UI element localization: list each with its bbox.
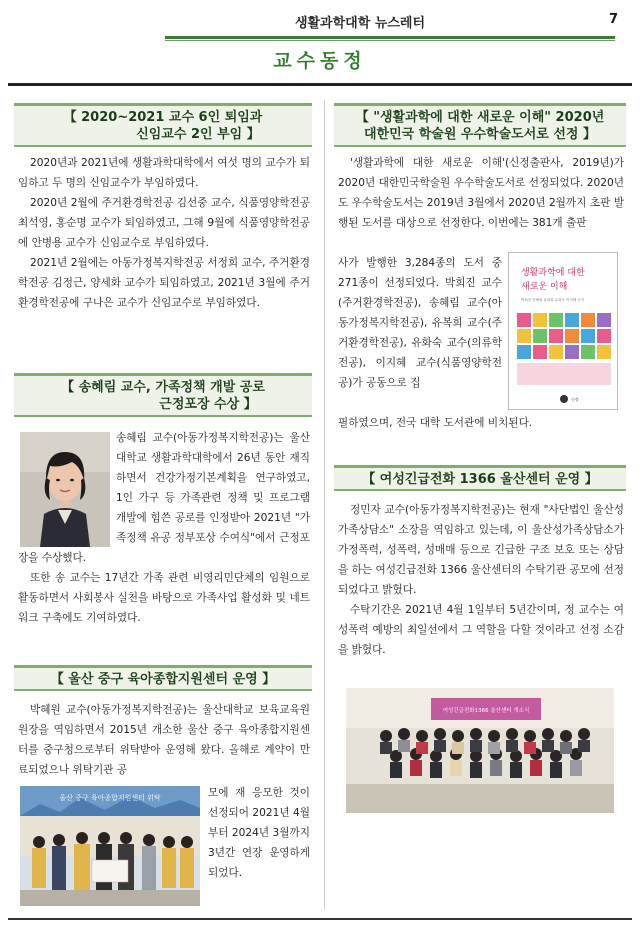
newsletter-title: 생활과학대학 뉴스레터	[294, 16, 426, 31]
award-heading	[14, 373, 312, 417]
retirement-body	[18, 153, 310, 313]
retirement-heading-line2: 신임교수 2인 부임 】	[136, 127, 260, 142]
book-heading-line1: 【 "생활과학에 대한 새로운 이해" 2020년	[355, 110, 605, 125]
retirement-heading	[14, 103, 312, 147]
book-heading-line2: 대한민국 학술원 우수학술도서로 선정 】	[363, 127, 597, 142]
retirement-paragraph-2: 2020년 2월에 주거환경학전공 김선중 교수, 식품영양학전공 최석영, 홍순명 교수가 퇴임하였고, 그해 9월에 식품영양학전공에 안병용 교수가 신임교수로 부임하였다.	[18, 197, 310, 249]
book-paragraph-side: 사가 발행한 3,284종의 도서 중 271종이 선정되었다. 박희진 교수(주거환경학전공), 송혜림 교수(아동가정복지학전공), 유복희 교수(주거환경학전공), 유화숙 교수(의류학전공), 이지혜 교수(식품영양학전공)가 공동으로 집	[338, 257, 502, 389]
header-rule-thin	[165, 40, 615, 41]
childcare-paragraph-side: 모에 재 응모한 것이 선정되어 2021년 4월부터 2024년 3월까지 3년간 연장 운영하게 되었다.	[208, 787, 310, 879]
award-heading-line1: 【 송혜림 교수, 가족정책 개발 공로	[61, 380, 265, 395]
award-heading-line2: 근정포장 수상 】	[159, 397, 257, 412]
childcare-photo-banner: 울산 중구 육아종합지원센터 위탁	[59, 794, 161, 802]
book-heading	[334, 103, 626, 147]
retirement-heading-line1: 【 2020~2021 교수 6인 퇴임과	[63, 110, 263, 125]
hotline-heading-text: 【 여성긴급전화 1366 울산센터 운영 】	[362, 472, 598, 487]
section-title: 교수동정	[273, 50, 367, 72]
book-paragraph-top: '생활과학에 대한 새로운 이해'(신정출판사, 2019년)가 2020년 대한민국학술원 우수학술도서로 선정되었다. 2020년도 우수학술도서는 2019년 3월에서 2020년 2월까지 초판 발행된 도서를 대상으로 선정한다. 이번에는 381개 출판	[338, 157, 624, 229]
hotline-paragraph-1: 정민자 교수(아동가정복지학전공)는 현재 "사단법인 울산성가족상담소" 소장을 역임하고 있는데, 이 울산성가족상담소가 가정폭력, 성폭력, 성매매 등으로 긴급한 구조 보호 또는 상담을 하는 여성긴급전화 1366 울산센터의 수탁기관 공모에 선정되었다고 밝혔다.	[338, 504, 624, 596]
book-cover-publisher: 신정	[571, 397, 579, 402]
hotline-paragraph-2: 수탁기간은 2021년 4월 1일부터 5년간이며, 정 교수는 여성폭력 예방의 최일선에서 그 역할을 다할 것이라고 선정 소감을 밝혔다.	[338, 604, 624, 656]
award-paragraph-1-text: 송혜림 교수(아동가정복지학전공)는 울산대학교 생활과학대학에서 26년 동안 재직하면서 건강가정기본계획을 연구하였고, 1인 가구 등 가족관련 정책 및 프로그램 개발에 힘쓴 공로를 인정받아 2021년 "가족정책 유공 정부포상 수여식"에서 근정포장을 수상했다.	[18, 432, 310, 564]
column-divider	[324, 100, 325, 910]
award-paragraph-1	[18, 428, 310, 568]
childcare-body-top	[18, 700, 310, 780]
hotline-photo-banner: 여성긴급전화1366 울산센터 개소식	[442, 708, 530, 714]
childcare-heading	[14, 665, 312, 691]
title-underline	[8, 83, 632, 86]
hotline-heading	[334, 465, 626, 491]
book-cover-authors: 박희진 송혜림 유복희 유화숙 이지혜 공저	[521, 298, 585, 302]
book-body-bottom	[338, 413, 624, 433]
childcare-photo	[20, 786, 200, 906]
book-body-top	[338, 153, 624, 233]
retirement-paragraph-1: 2020년과 2021년에 생활과학대학에서 여섯 명의 교수가 퇴임하고 두 명의 신임교수가 부임하였다.	[18, 157, 310, 189]
book-cover	[508, 252, 618, 410]
childcare-paragraph-top: 박혜원 교수(아동가정복지학전공)는 울산대학교 보육교육원 원장을 역임하면서 2015년 개소한 울산 중구 육아종합지원센터를 중구청으로부터 위탁받아 운영해 왔다. 올해로 계약이 만료되었으나 위탁기관 공	[18, 704, 310, 776]
header-rule	[165, 36, 615, 39]
book-cover-title-1: 생활과학에 대한	[521, 268, 585, 278]
retirement-paragraph-3: 2021년 2월에는 아동가정복지학전공 서정희 교수, 주거환경학전공 김정근, 양세화 교수가 퇴임하였고, 2021년 3월에 주거환경학전공에 구나은 교수가 신임교수로 부임하였다.	[18, 257, 310, 309]
page-number: 7	[608, 12, 618, 27]
hotline-group-photo	[346, 688, 614, 813]
book-body-side	[338, 253, 502, 393]
childcare-heading-text: 【 울산 중구 육아종합지원센터 운영 】	[50, 672, 276, 687]
footer-rule	[8, 918, 632, 920]
childcare-body-side	[208, 783, 310, 883]
portrait-float-space	[18, 428, 116, 548]
award-body	[18, 428, 310, 628]
award-paragraph-2: 또한 송 교수는 17년간 가족 관련 비영리민단체의 임원으로 활동하면서 사회봉사 실천을 바탕으로 가족사업 활성화 및 네트워크 구축에도 기여하였다.	[18, 572, 310, 624]
book-cover-title-2: 새로운 이해	[521, 282, 568, 292]
hotline-body	[338, 500, 624, 660]
book-paragraph-bottom: 필하였으며, 전국 대학 도서관에 비치된다.	[338, 417, 533, 429]
